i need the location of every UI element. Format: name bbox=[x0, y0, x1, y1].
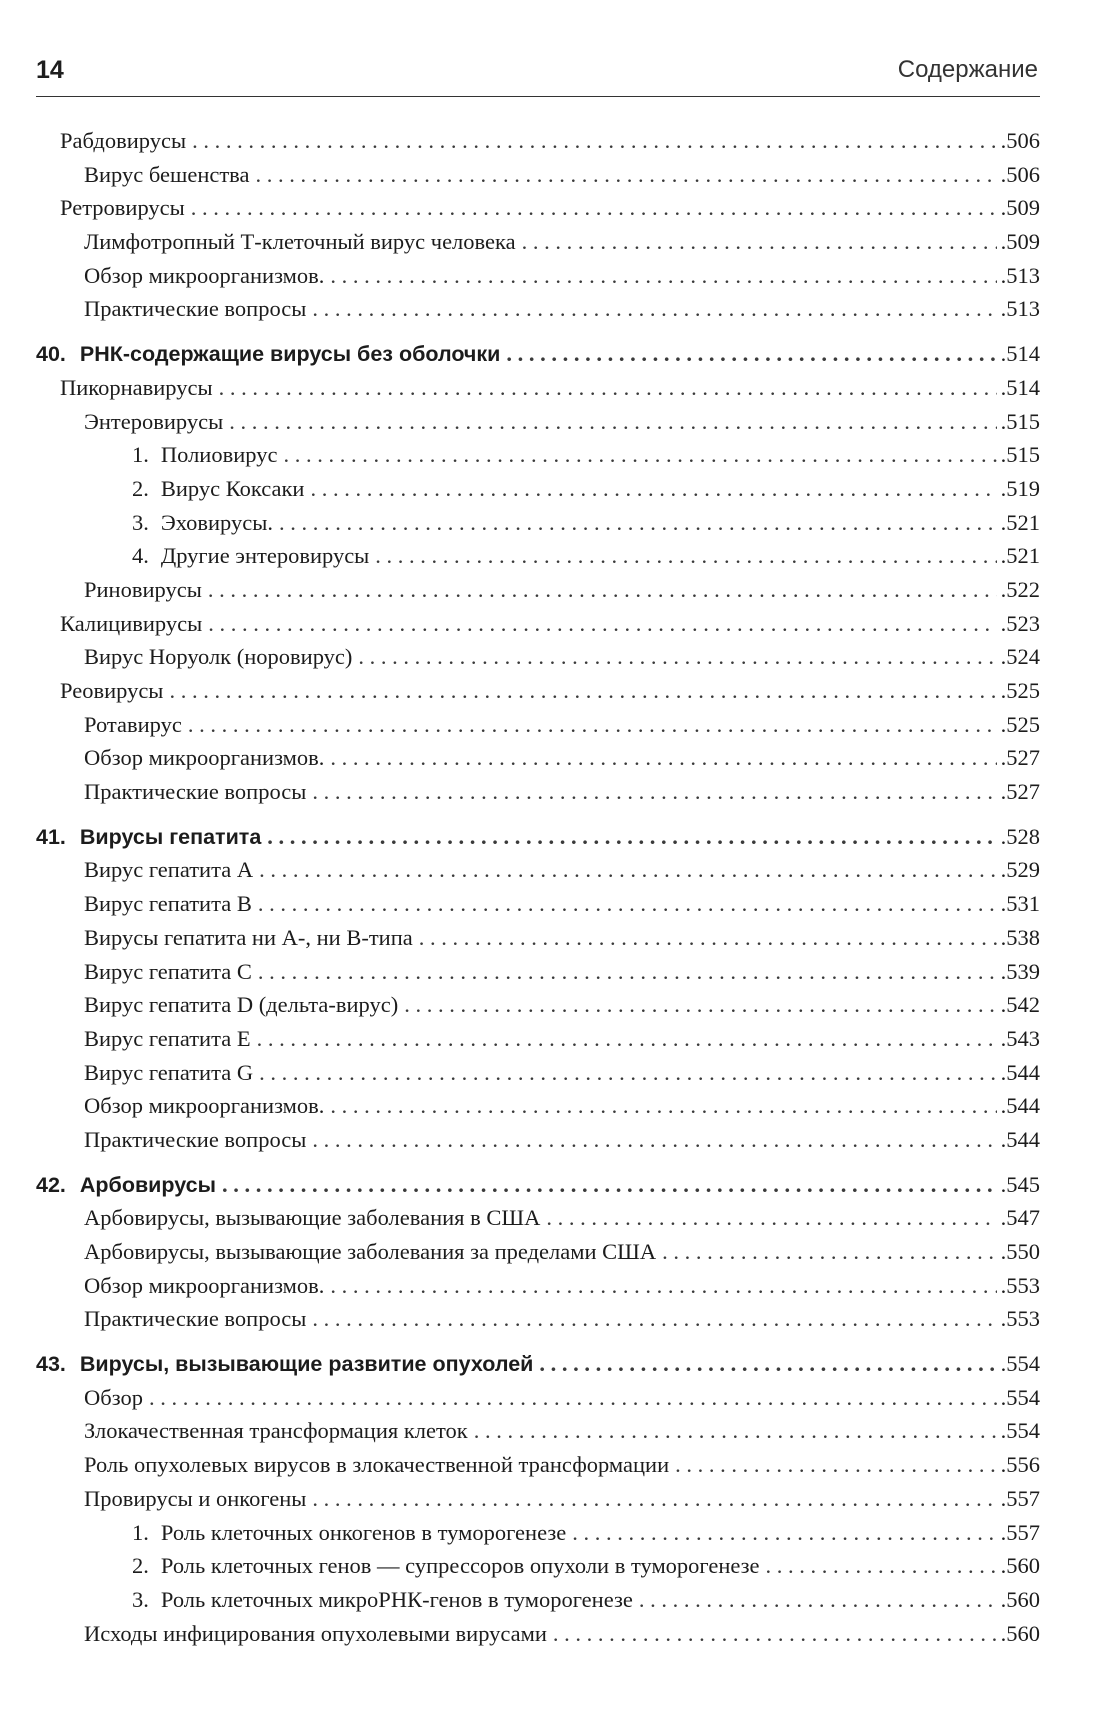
chapter-title: Арбовирусы bbox=[79, 1172, 216, 1197]
page-ref: .539 bbox=[1000, 958, 1040, 984]
toc-entry-row[interactable] bbox=[36, 371, 1040, 405]
page-ref: .523 bbox=[1000, 610, 1040, 636]
entry-title: Вирус гепатита В bbox=[84, 891, 252, 917]
entry-title: Калицивирусы bbox=[60, 610, 203, 636]
toc-entry-row[interactable] bbox=[36, 1381, 1040, 1415]
dot-leader bbox=[639, 1583, 997, 1617]
dot-leader bbox=[330, 741, 996, 775]
entry-title: Вирус гепатита А bbox=[84, 857, 254, 883]
page-ref: .553 bbox=[1000, 1306, 1040, 1332]
toc-entry-row[interactable] bbox=[36, 955, 1040, 989]
chapter-title: РНК-содержащие вирусы без оболочки bbox=[79, 342, 501, 367]
dot-leader bbox=[279, 506, 997, 540]
entry-title: Роль клеточных микроРНК-генов в туморогенезе bbox=[160, 1586, 633, 1612]
page-ref: .527 bbox=[1000, 779, 1040, 805]
dot-leader bbox=[312, 775, 996, 809]
page-ref: .560 bbox=[1000, 1620, 1040, 1646]
page-ref: .547 bbox=[1000, 1205, 1040, 1231]
toc-chapter-row[interactable] bbox=[36, 1168, 1040, 1202]
entry-number: 3. bbox=[132, 509, 149, 535]
dot-leader bbox=[229, 405, 996, 439]
toc-entry-row[interactable] bbox=[36, 1269, 1040, 1303]
toc-entry-row[interactable] bbox=[36, 259, 1040, 293]
toc-entry-row[interactable] bbox=[36, 124, 1040, 158]
entry-number: 2. bbox=[132, 1553, 149, 1579]
entry-title: Роль опухолевых вирусов в злокачественной трансформации bbox=[84, 1452, 670, 1478]
entry-title: Роль клеточных онкогенов в туморогенезе bbox=[160, 1519, 567, 1545]
page-ref: .544 bbox=[1000, 1059, 1040, 1085]
toc-entry-row[interactable] bbox=[36, 1482, 1040, 1516]
entry-title: Риновирусы bbox=[84, 576, 202, 602]
entry-title: Пикорнавирусы bbox=[60, 374, 213, 400]
entry-number: 3. bbox=[132, 1586, 149, 1612]
dot-leader bbox=[222, 1168, 997, 1202]
entry-title: Ретровирусы bbox=[60, 195, 185, 221]
page-ref: .531 bbox=[1000, 891, 1040, 917]
page-ref: .524 bbox=[1000, 644, 1040, 670]
dot-leader bbox=[312, 292, 996, 326]
toc-entry-row[interactable] bbox=[36, 1235, 1040, 1269]
toc-entry-row[interactable] bbox=[36, 292, 1040, 326]
dot-leader bbox=[208, 573, 997, 607]
page-ref: .513 bbox=[1000, 296, 1040, 322]
entry-title: Энтеровирусы bbox=[84, 408, 224, 434]
entry-title: Обзор микроорганизмов. bbox=[84, 1093, 325, 1119]
entry-title: Злокачественная трансформация клеток bbox=[84, 1418, 468, 1444]
chapter-title: Вирусы гепатита bbox=[79, 824, 262, 849]
entry-number: 1. bbox=[132, 442, 149, 468]
dot-leader bbox=[258, 887, 997, 921]
toc-entry-row[interactable] bbox=[36, 472, 1040, 506]
toc-entry-row[interactable] bbox=[36, 988, 1040, 1022]
page-number: 14 bbox=[36, 56, 64, 84]
toc-entry-row[interactable] bbox=[36, 1089, 1040, 1123]
chapter-title: Вирусы, вызывающие развитие опухолей bbox=[79, 1352, 534, 1377]
dot-leader bbox=[283, 438, 996, 472]
page-ref: .554 bbox=[1000, 1418, 1040, 1444]
toc-entry-row[interactable] bbox=[36, 607, 1040, 641]
entry-title: Обзор микроорганизмов. bbox=[84, 262, 325, 288]
page-ref: .542 bbox=[1000, 992, 1040, 1018]
entry-title: Арбовирусы, вызывающие заболевания в США bbox=[84, 1205, 541, 1231]
toc-entry-row[interactable] bbox=[36, 1617, 1040, 1651]
dot-leader bbox=[149, 1381, 997, 1415]
page-ref: .528 bbox=[1000, 823, 1040, 849]
dot-leader bbox=[258, 955, 997, 989]
toc-entry-row[interactable] bbox=[36, 405, 1040, 439]
page-ref: .525 bbox=[1000, 711, 1040, 737]
toc-entry-row[interactable] bbox=[36, 887, 1040, 921]
toc-entry-row[interactable] bbox=[36, 1414, 1040, 1448]
page-ref: .506 bbox=[1000, 128, 1040, 153]
page-ref: .545 bbox=[1000, 1171, 1040, 1197]
dot-leader bbox=[219, 371, 997, 405]
entry-title: Практические вопросы bbox=[84, 296, 307, 322]
entry-title: Реовирусы bbox=[60, 678, 164, 703]
entry-title: Обзор микроорганизмов. bbox=[84, 1272, 325, 1298]
entry-number: 4. bbox=[132, 543, 149, 569]
dot-leader bbox=[766, 1549, 997, 1583]
entry-number: 2. bbox=[132, 475, 149, 501]
chapter-number: 42. bbox=[36, 1172, 66, 1197]
page-ref: .557 bbox=[1000, 1519, 1040, 1545]
entry-title: Обзор bbox=[84, 1384, 143, 1410]
dot-leader bbox=[188, 708, 997, 742]
toc-entry-row[interactable] bbox=[36, 1516, 1040, 1550]
page-ref: .514 bbox=[1000, 341, 1040, 367]
entry-title: Вирус гепатита G bbox=[84, 1059, 254, 1085]
toc-entry-row[interactable] bbox=[36, 158, 1040, 192]
page-ref: .519 bbox=[1000, 475, 1040, 501]
dot-leader bbox=[572, 1516, 996, 1550]
entry-title: Эховирусы. bbox=[160, 509, 273, 535]
dot-leader bbox=[506, 337, 996, 371]
entry-title: Вирус гепатита Е bbox=[84, 1025, 251, 1051]
entry-title: Обзор микроорганизмов. bbox=[84, 745, 325, 771]
toc-entry-row[interactable] bbox=[36, 853, 1040, 887]
toc-entry-row[interactable] bbox=[36, 921, 1040, 955]
dot-leader bbox=[474, 1414, 997, 1448]
dot-leader bbox=[208, 607, 996, 641]
page-ref: .557 bbox=[1000, 1485, 1040, 1511]
toc-entry-row[interactable] bbox=[36, 1022, 1040, 1056]
dot-leader bbox=[553, 1617, 997, 1651]
page-ref: .525 bbox=[1000, 678, 1040, 703]
page-ref: .560 bbox=[1000, 1553, 1040, 1579]
toc-entry-row[interactable] bbox=[36, 1123, 1040, 1157]
page-ref: .521 bbox=[1000, 509, 1040, 535]
entry-title: Рабдовирусы bbox=[60, 128, 187, 153]
dot-leader bbox=[191, 191, 997, 225]
toc-entry-row[interactable] bbox=[36, 708, 1040, 742]
entry-title: Вирус бешенства bbox=[84, 161, 250, 187]
page-ref: .553 bbox=[1000, 1272, 1040, 1298]
dot-leader bbox=[312, 1123, 996, 1157]
entry-title: Провирусы и онкогены bbox=[84, 1485, 307, 1511]
chapter-number: 40. bbox=[36, 342, 66, 367]
dot-leader bbox=[256, 158, 997, 192]
dot-leader bbox=[546, 1201, 996, 1235]
page-ref: .554 bbox=[1000, 1351, 1040, 1377]
running-head: Содержание bbox=[897, 56, 1038, 83]
entry-number: 1. bbox=[132, 1519, 149, 1545]
page-ref: .514 bbox=[1000, 374, 1040, 400]
toc-entry-row[interactable] bbox=[36, 506, 1040, 540]
entry-title: Полиовирус bbox=[160, 442, 278, 468]
toc-entry-row[interactable] bbox=[36, 573, 1040, 607]
toc-entry-row[interactable] bbox=[36, 1056, 1040, 1090]
dot-leader bbox=[312, 1482, 996, 1516]
toc-entry-row[interactable] bbox=[36, 640, 1040, 674]
page-ref: .521 bbox=[1000, 543, 1040, 569]
entry-title: Практические вопросы bbox=[84, 779, 307, 805]
page-ref: .554 bbox=[1000, 1384, 1040, 1410]
dot-leader bbox=[330, 259, 996, 293]
entry-title: Вирус гепатита D (дельта-вирус) bbox=[84, 992, 399, 1018]
dot-leader bbox=[539, 1347, 996, 1381]
dot-leader bbox=[404, 988, 996, 1022]
toc-entry-row[interactable] bbox=[36, 225, 1040, 259]
page-ref: .515 bbox=[1000, 408, 1040, 434]
dot-leader bbox=[267, 820, 996, 854]
dot-leader bbox=[358, 640, 996, 674]
toc-chapter-row[interactable] bbox=[36, 820, 1040, 854]
toc-entry-row[interactable] bbox=[36, 1549, 1040, 1583]
entry-title: Ротавирус bbox=[84, 711, 182, 737]
page-ref: .509 bbox=[1000, 195, 1040, 221]
toc-entry-row[interactable] bbox=[36, 539, 1040, 573]
page-ref: .544 bbox=[1000, 1093, 1040, 1119]
entry-title: Вирус Норуолк (норовирус) bbox=[84, 644, 353, 670]
toc-entry-row[interactable] bbox=[36, 775, 1040, 809]
entry-title: Вирусы гепатита ни А-, ни В-типа bbox=[84, 924, 413, 950]
entry-title: Вирус гепатита С bbox=[84, 958, 252, 984]
toc-chapter-row[interactable] bbox=[36, 337, 1040, 371]
dot-leader bbox=[662, 1235, 997, 1269]
page-ref: .544 bbox=[1000, 1126, 1040, 1152]
toc-entry-row[interactable] bbox=[36, 1583, 1040, 1617]
dot-leader bbox=[419, 921, 997, 955]
entry-title: Лимфотропный Т-клеточный вирус человека bbox=[84, 229, 516, 255]
dot-leader bbox=[522, 225, 997, 259]
dot-leader bbox=[330, 1089, 996, 1123]
dot-leader bbox=[312, 1302, 996, 1336]
page-ref: .506 bbox=[1000, 161, 1040, 187]
page-ref: .543 bbox=[1000, 1025, 1040, 1051]
entry-title: Другие энтеровирусы bbox=[160, 543, 370, 569]
toc-entry-row[interactable] bbox=[36, 741, 1040, 775]
page-ref: .550 bbox=[1000, 1239, 1040, 1264]
toc-chapter-row[interactable] bbox=[36, 1347, 1040, 1381]
dot-leader bbox=[310, 472, 996, 506]
page-ref: .527 bbox=[1000, 745, 1040, 771]
toc-entry-row[interactable] bbox=[36, 438, 1040, 472]
table-of-contents bbox=[36, 124, 1040, 1650]
toc-entry-row[interactable] bbox=[36, 1302, 1040, 1336]
dot-leader bbox=[169, 674, 996, 708]
entry-title: Роль клеточных генов — супрессоров опухоли в туморогенезе bbox=[160, 1553, 760, 1579]
page-ref: .538 bbox=[1000, 924, 1040, 950]
entry-title: Вирус Коксаки bbox=[160, 475, 305, 501]
page-ref: .515 bbox=[1000, 442, 1040, 468]
dot-leader bbox=[375, 539, 996, 573]
page-ref: .560 bbox=[1000, 1586, 1040, 1612]
dot-leader bbox=[192, 124, 997, 158]
chapter-number: 43. bbox=[36, 1352, 66, 1377]
dot-leader bbox=[259, 853, 997, 887]
entry-title: Исходы инфицирования опухолевыми вирусами bbox=[84, 1620, 547, 1646]
toc-entry-row[interactable] bbox=[36, 191, 1040, 225]
toc-entry-row[interactable] bbox=[36, 1201, 1040, 1235]
toc-entry-row[interactable] bbox=[36, 674, 1040, 708]
dot-leader bbox=[257, 1022, 997, 1056]
page-ref: .529 bbox=[1000, 857, 1040, 883]
chapter-number: 41. bbox=[36, 824, 66, 849]
page-ref: .556 bbox=[1000, 1452, 1040, 1478]
entry-title: Практические вопросы bbox=[84, 1306, 307, 1332]
entry-title: Арбовирусы, вызывающие заболевания за пределами США bbox=[84, 1239, 657, 1264]
dot-leader bbox=[259, 1056, 997, 1090]
page-ref: .509 bbox=[1000, 229, 1040, 255]
entry-title: Практические вопросы bbox=[84, 1126, 307, 1152]
dot-leader bbox=[675, 1448, 997, 1482]
page-ref: .513 bbox=[1000, 262, 1040, 288]
dot-leader bbox=[330, 1269, 996, 1303]
page-ref: .522 bbox=[1000, 576, 1040, 602]
toc-entry-row[interactable] bbox=[36, 1448, 1040, 1482]
page-header bbox=[36, 48, 1040, 97]
